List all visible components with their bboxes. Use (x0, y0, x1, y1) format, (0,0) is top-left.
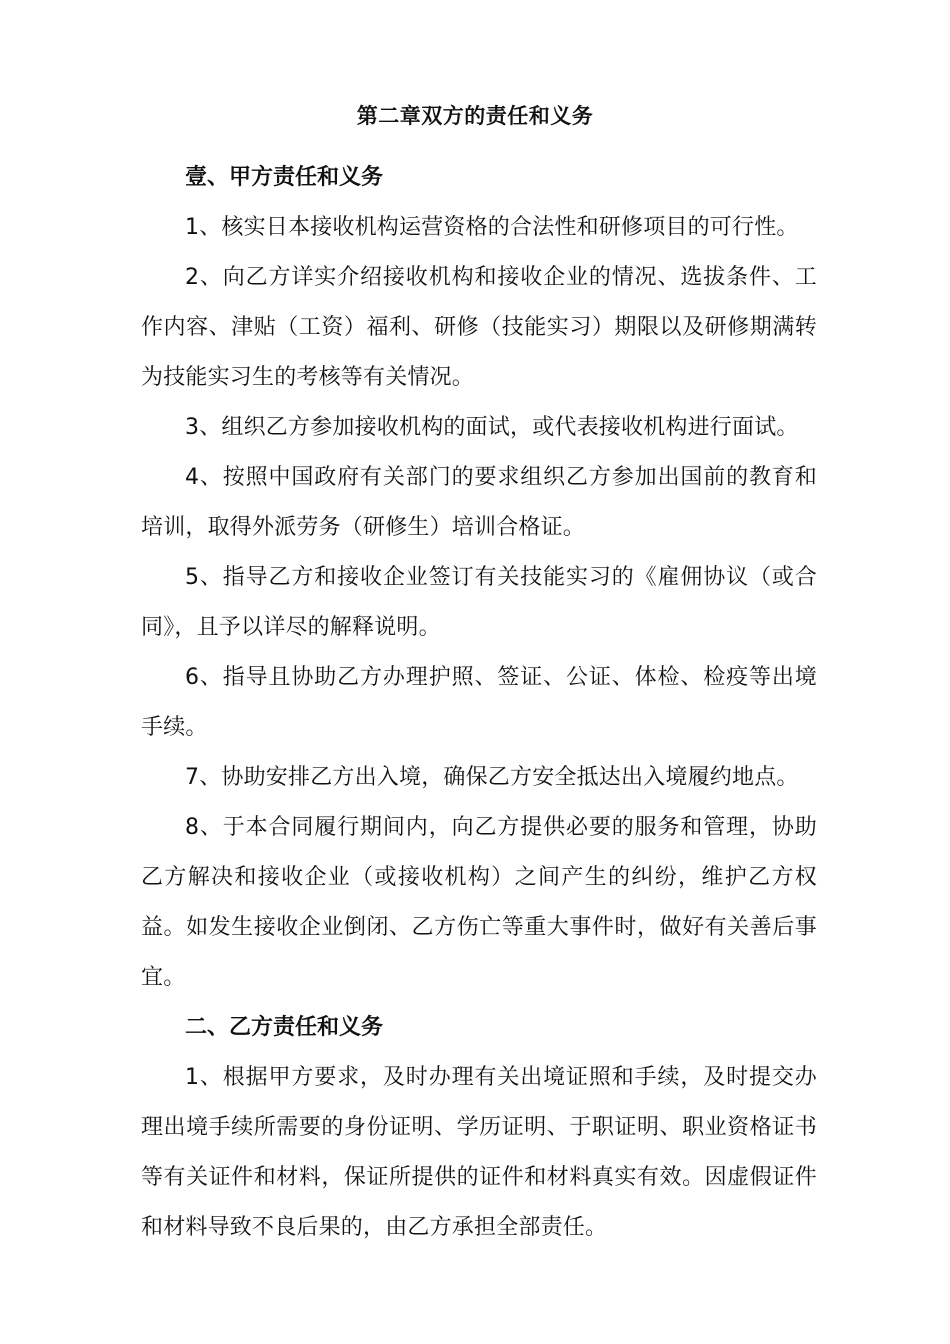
party-a-item-4: 4、按照中国政府有关部门的要求组织乙方参加出国前的教育和培训，取得外派劳务（研修生）培训合格证。 (141, 465, 817, 540)
party-a-item-2: 2、向乙方详实介绍接收机构和接收企业的情况、选拔条件、工作内容、津贴（工资）福利、研修（技能实习）期限以及研修期满转为技能实习生的考核等有关情况。 (141, 265, 817, 390)
section-heading-party-b: 二、乙方责任和义务 (185, 1015, 384, 1040)
section-heading-party-a: 壹、甲方责任和义务 (185, 165, 384, 190)
party-a-item-7: 7、协助安排乙方出入境，确保乙方安全抵达出入境履约地点。 (185, 765, 799, 790)
party-a-item-1: 1、核实日本接收机构运营资格的合法性和研修项目的可行性。 (185, 215, 799, 240)
party-a-item-8: 8、于本合同履行期间内，向乙方提供必要的服务和管理，协助乙方解决和接收企业（或接收机构）之间产生的纠纷，维护乙方权益。如发生接收企业倒闭、乙方伤亡等重大事件时，做好有关善后事宜。 (141, 815, 817, 990)
party-a-item-3: 3、组织乙方参加接收机构的面试，或代表接收机构进行面试。 (185, 415, 799, 440)
party-a-item-6: 6、指导且协助乙方办理护照、签证、公证、体检、检疫等出境手续。 (141, 665, 817, 740)
document-body (141, 153, 817, 1253)
party-b-item-1: 1、根据甲方要求，及时办理有关出境证照和手续，及时提交办理出境手续所需要的身份证明、学历证明、于职证明、职业资格证书等有关证件和材料，保证所提供的证件和材料真实有效。因虚假证件和材料导致不良后果的，由乙方承担全部责任。 (141, 1065, 817, 1240)
party-a-item-5: 5、指导乙方和接收企业签订有关技能实习的《雇佣协议（或合同》，且予以详尽的解释说明。 (141, 565, 817, 640)
chapter-title: 第二章双方的责任和义务 (356, 104, 594, 128)
